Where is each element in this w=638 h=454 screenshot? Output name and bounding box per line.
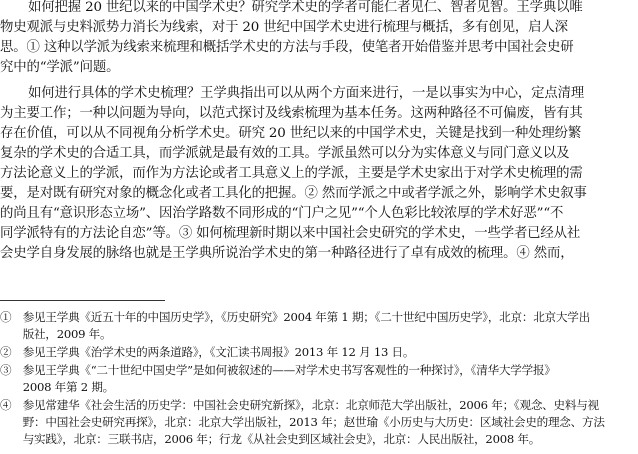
body-line: 方法论意义上的学派，而作为方法论或者工具意义上的学派，主要是学术史家出于对学术史梳理的需: [0, 166, 583, 181]
body-line: 思。① 这种以学派为线索来梳理和概括学术史的方法与手段，使笔者开始借鉴并思考中国社会史研: [0, 40, 574, 55]
footnote-line: 野：中国社会史研究再探》，北京：北京大学出版社，2013 年；赵世瑜《小历史与大历史：区域社会史的理念、方法: [0, 415, 605, 429]
footnote-line: 2008 年第 2 期。: [0, 380, 115, 394]
footnote-line: 版社，2009 年。: [0, 327, 112, 341]
body-line: 物史观派与史料派势力消长为线索，对于 20 世纪中国学术史进行梳理与概括，多有创见，启人深: [0, 20, 568, 35]
body-line: 为主要工作；一种以问题为导向，以范式探讨及线索梳理为基本任务。这两种路径不可偏废，皆有其: [0, 106, 583, 121]
footnote-line: ③ 参见王学典《“二十世纪中国史学”是如何被叙述的——对学术史书写客观性的一种探讨》，《清华大学学报》: [0, 363, 556, 377]
footnote-line: ④ 参见常建华《社会生活的历史学：中国社会史研究新探》，北京：北京师范大学出版社，2006 年；《观念、史料与视: [0, 398, 599, 412]
body-line: 复杂的学术史的合适工具，而学派就是最有效的工具。学派虽然可以分为实体意义与同门意义以及: [0, 146, 570, 161]
footnote-line: ① 参见王学典《近五十年的中国历史学》，《历史研究》2004 年第 1 期；《二十世纪中国历史学》，北京：北京大学出: [0, 310, 590, 324]
footnote-line: 与实践》，北京：三联书店，2006 年；行龙《从社会史到区域社会史》，北京：人民出版社，2008 年。: [0, 432, 541, 446]
body-line: 要，是对既有研究对象的概念化或者工具化的把握。② 然而学派之中或者学派之外，影响学术史叙事: [0, 186, 587, 201]
body-line: 存在价值，可以从不同视角分析学术史。研究 20 世纪以来的中国学术史，关键是找到一种处理纷繁: [0, 126, 582, 141]
body-line: 的尚且有“意识形态立场”、因治学路数不同形成的“门户之见”“个人色彩比较浓厚的学术好恶”“不: [0, 206, 564, 221]
body-line: 如何进行具体的学术史梳理？王学典指出可以从两个方面来进行，一是以事实为中心，定点清理: [28, 86, 585, 101]
body-line: 同学派特有的方法论自恋”等。③ 如何梳理新时期以来中国社会史研究的学术史，一些学者已经从社: [0, 226, 581, 241]
body-line: 究中的“学派”问题。: [0, 60, 120, 75]
body-line: 如何把握 20 世纪以来的中国学术史？研究学术史的学者可能仁者见仁、智者见智。王学典以唯: [28, 0, 583, 15]
footnote-line: ② 参见王学典《治学术史的两条道路》，《文汇读书周报》2013 年 12 月 13 日。: [0, 345, 415, 359]
body-line: 会史学自身发展的脉络也就是王学典所说治学术史的第一种路径进行了卓有成效的梳理。④ 然而，: [0, 246, 574, 261]
footnote-divider: [0, 300, 165, 301]
